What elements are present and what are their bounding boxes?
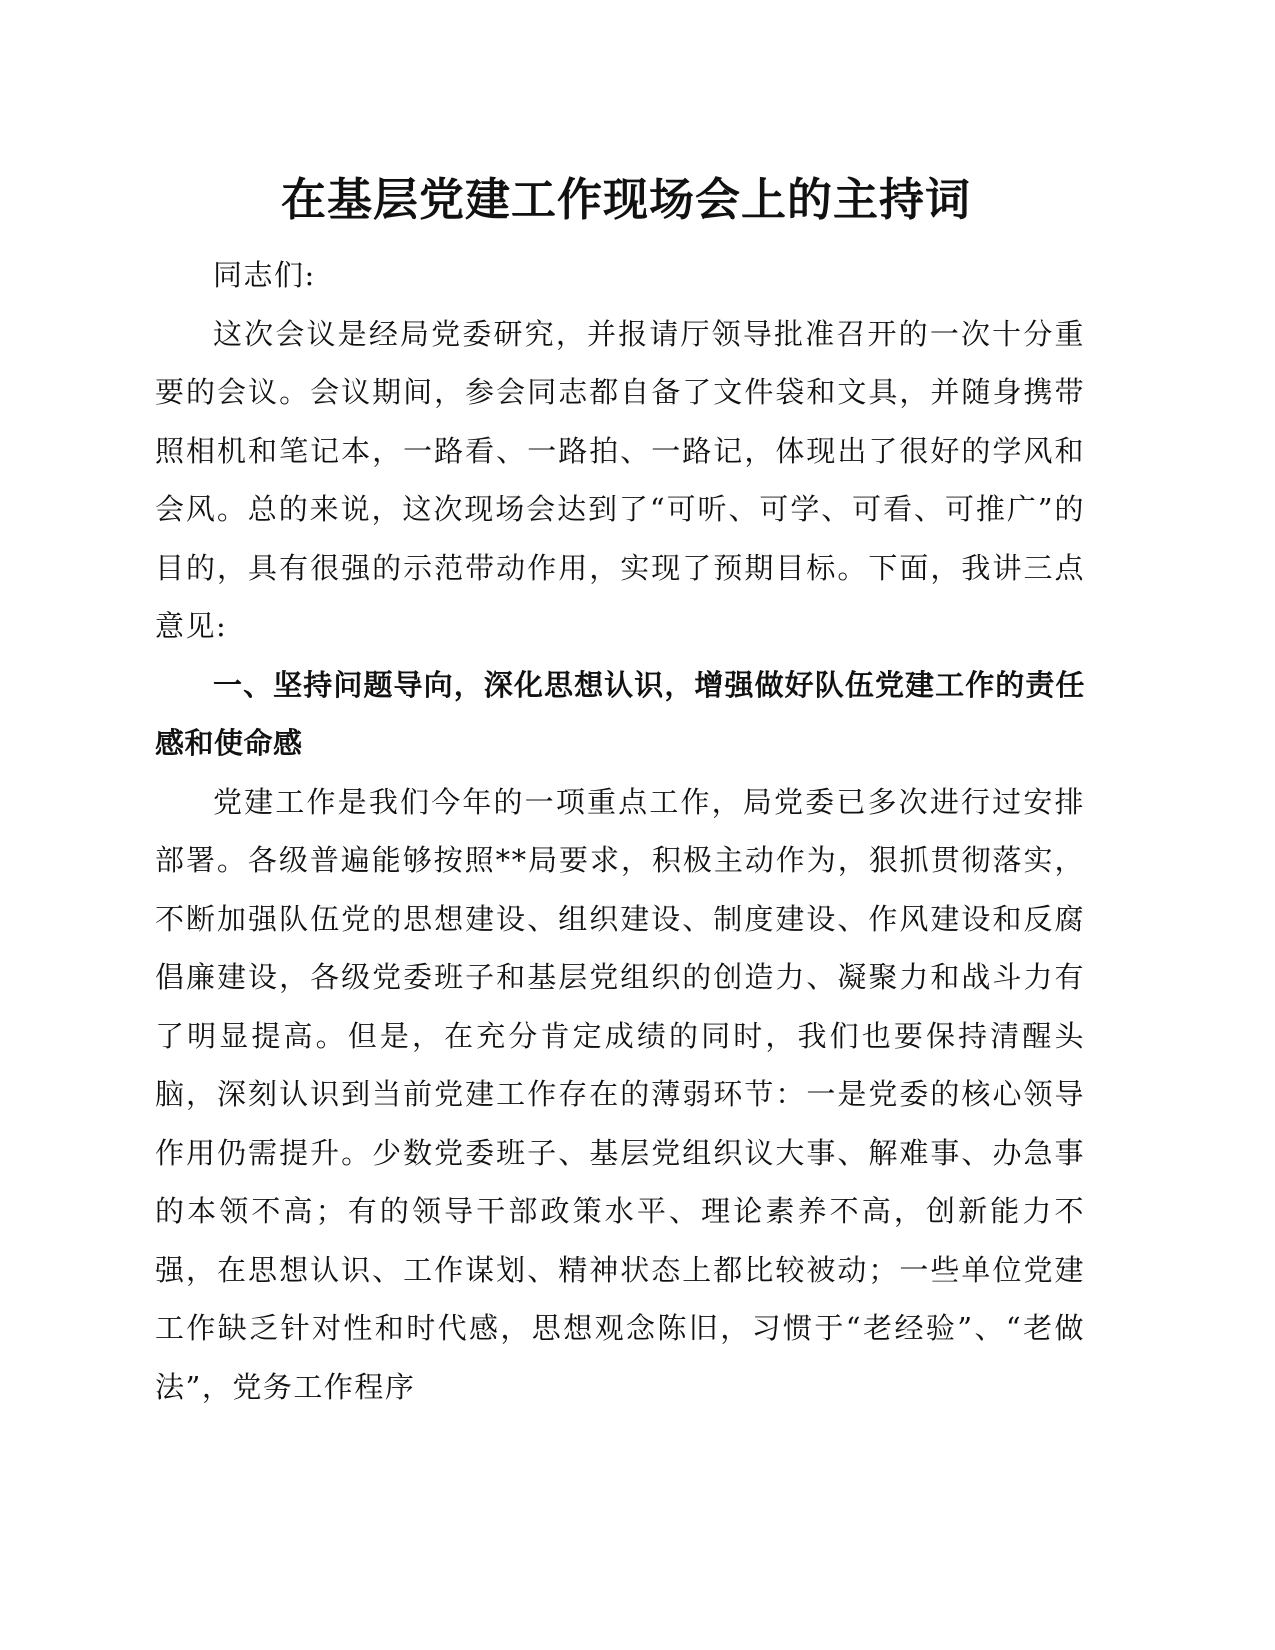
document-title: 在基层党建工作现场会上的主持词 <box>280 173 971 226</box>
salutation: 同志们: <box>213 258 316 292</box>
opening-paragraph: 这次会议是经局党委研究，并报请厅领导批准召开的一次十分重要的会议。会议期间，参会同志都自备了文件袋和文具，并随身携带照相机和笔记本，一路看、一路拍、一路记，体现出了很好的学风和会风。总的来说，这次现场会达到了“可听、可学、可看、可推广”的目的，具有很强的示范带动作用，实现了预期目标。下面，我讲三点意见: <box>155 316 1085 643</box>
section-heading: 一、坚持问题导向，深化思想认识，增强做好队伍党建工作的责任感和使命感 <box>155 667 1085 760</box>
document-body <box>155 158 1085 1416</box>
section-paragraph: 党建工作是我们今年的一项重点工作，局党委已多次进行过安排部署。各级普遍能够按照**局要求，积极主动作为，狠抓贯彻落实，不断加强队伍党的思想建设、组织建设、制度建设、作风建设和反腐倡廉建设，各级党委班子和基层党组织的创造力、凝聚力和战斗力有了明显提高。但是，在充分肯定成绩的同时，我们也要保持清醒头脑，深刻认识到当前党建工作存在的薄弱环节：一是党委的核心领导作用仍需提升。少数党委班子、基层党组织议大事、解难事、办急事的本领不高；有的领导干部政策水平、理论素养不高，创新能力不强，在思想认识、工作谋划、精神状态上都比较被动；一些单位党建工作缺乏针对性和时代感，思想观念陈旧，习惯于“老经验”、“老做法”，党务工作程序 <box>155 784 1085 1404</box>
